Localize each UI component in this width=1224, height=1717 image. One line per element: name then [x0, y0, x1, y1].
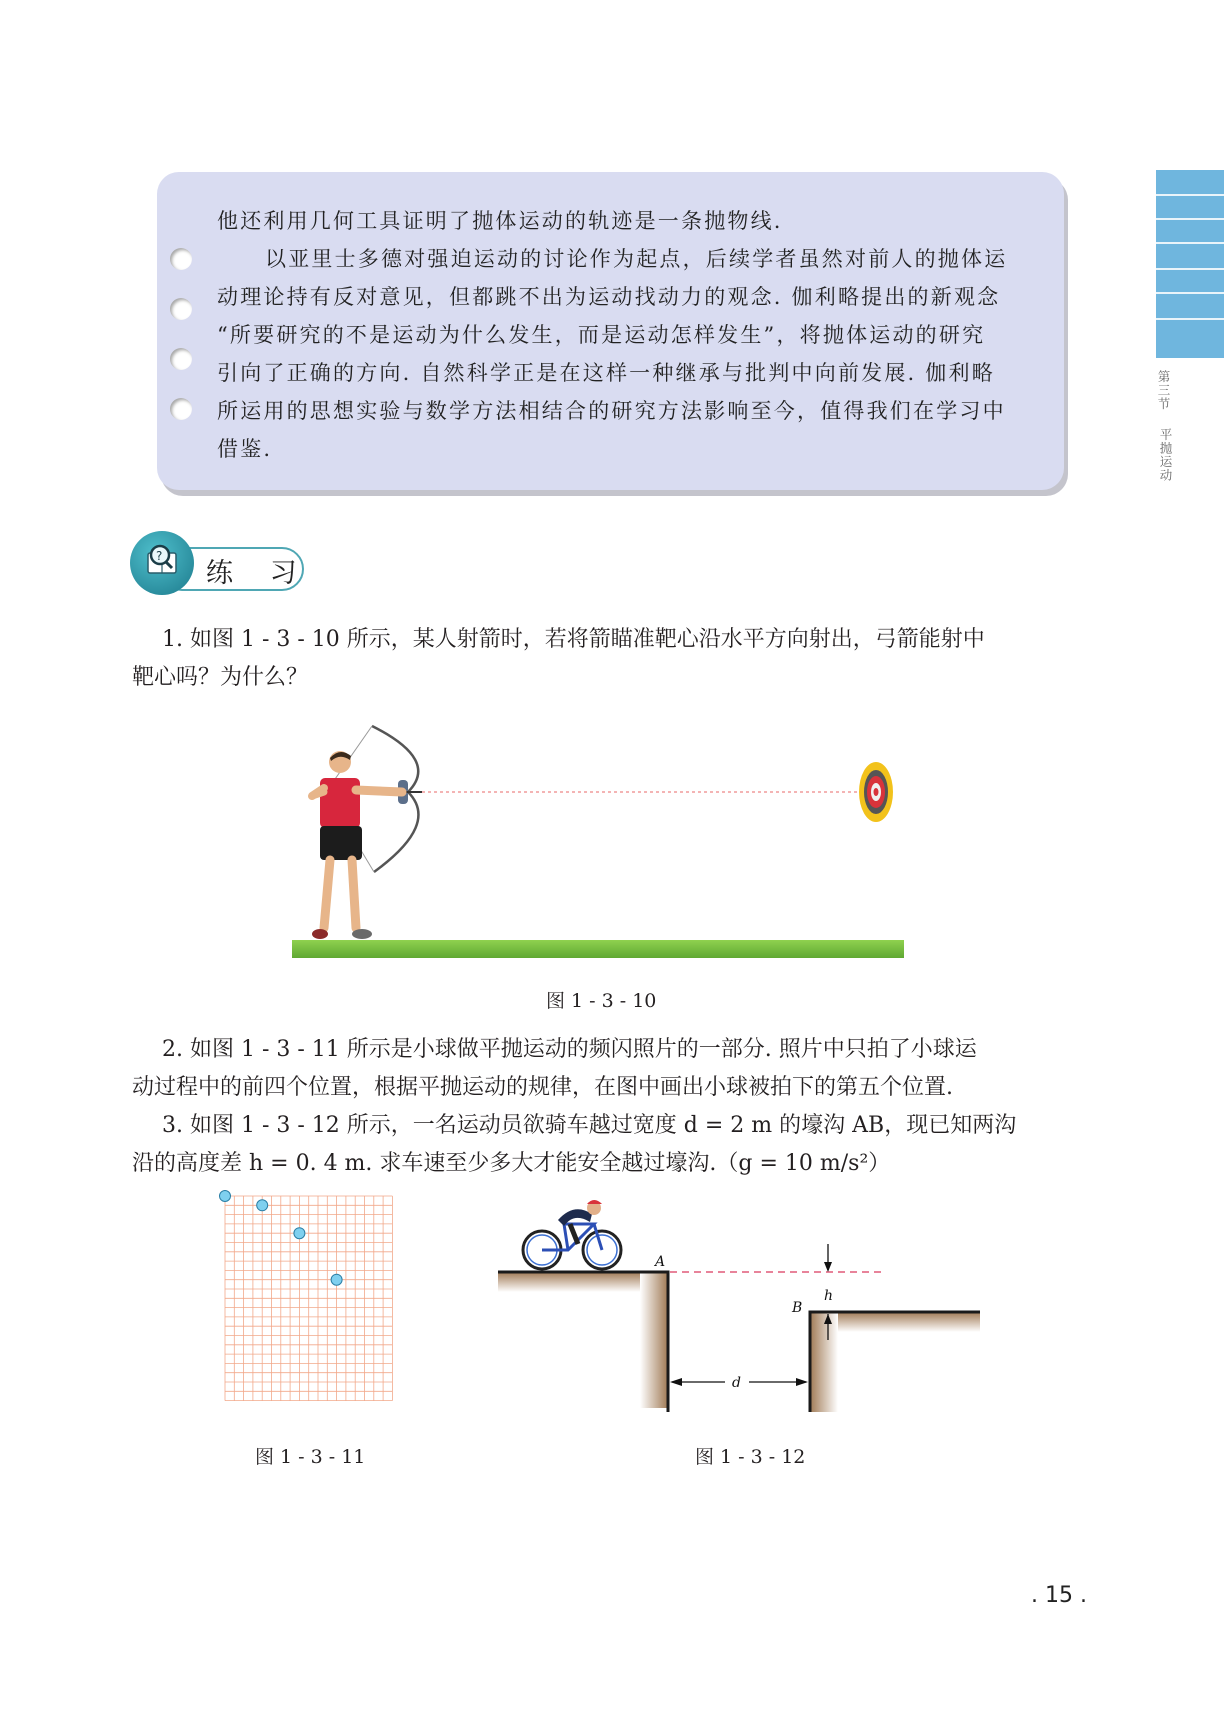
- side-tab-divider: [1156, 268, 1224, 270]
- d-arrowhead: [670, 1378, 682, 1386]
- side-tab-divider: [1156, 318, 1224, 320]
- ball-position: [257, 1200, 268, 1211]
- bow: [372, 726, 418, 872]
- figure-caption: 图 1 - 3 - 11: [255, 1446, 366, 1468]
- archer-shoe: [312, 929, 328, 939]
- reading-line: 动理论持有反对意见，但都跳不出为运动找动力的观念. 伽利略提出的新观念: [217, 285, 1001, 309]
- ball-position: [220, 1191, 231, 1202]
- label-d: d: [732, 1375, 741, 1391]
- cyclist-icon: [523, 1200, 621, 1269]
- side-tab-divider: [1156, 194, 1224, 196]
- target: [859, 762, 893, 822]
- archer-arm: [312, 792, 324, 796]
- reading-box: [157, 172, 1064, 490]
- reading-line: 借鉴.: [217, 437, 273, 461]
- d-arrowhead: [796, 1378, 808, 1386]
- exercise-3-line: 沿的高度差 h = 0. 4 m. 求车速至少多大才能安全越过壕沟.（g = 10 m/s²）: [132, 1151, 891, 1176]
- binder-hole-icon: [170, 348, 192, 370]
- figure-caption: 图 1 - 3 - 12: [695, 1446, 806, 1468]
- exercise-2-line: 动过程中的前四个位置，根据平抛运动的规律，在图中画出小球被拍下的第五个位置.: [132, 1075, 953, 1100]
- reading-line: 所运用的思想实验与数学方法相结合的研究方法影响至今，值得我们在学习中: [217, 399, 1006, 423]
- h-arrowhead: [824, 1262, 832, 1272]
- ground-grass: [292, 940, 904, 958]
- exercise-1-line: 1. 如图 1 - 3 - 10 所示，某人射箭时，若将箭瞄准靶心沿水平方向射出，弓箭能射中: [162, 627, 985, 652]
- archer-shoe: [352, 929, 372, 939]
- binder-hole-icon: [170, 298, 192, 320]
- side-tab: [1156, 170, 1224, 358]
- label-h: h: [824, 1288, 834, 1304]
- archer-shorts: [320, 826, 362, 860]
- side-topic-label: 平抛运动: [1158, 428, 1173, 482]
- reading-line: 他还利用几何工具证明了抛体运动的轨迹是一条抛物线.: [217, 209, 783, 233]
- label-b: B: [792, 1300, 803, 1316]
- side-tab-divider: [1156, 292, 1224, 294]
- exercise-2-line: 2. 如图 1 - 3 - 11 所示是小球做平抛运动的频闪照片的一部分. 照片中只拍了小球运: [162, 1037, 977, 1062]
- side-tab-divider: [1156, 218, 1224, 220]
- reading-line: “所要研究的不是运动为什么发生，而是运动怎样发生”，将抛体运动的研究: [217, 323, 986, 347]
- left-bank-wall: [640, 1272, 668, 1408]
- archer-leg: [324, 860, 330, 928]
- page-number: . 15 .: [1031, 1583, 1087, 1608]
- side-chapter-label: 第三节: [1156, 370, 1171, 411]
- magnifier-book-icon: [130, 531, 194, 595]
- ball-position: [294, 1228, 305, 1239]
- exercise-1-line: 靶心吗？为什么？: [132, 665, 309, 690]
- figure-caption: 图 1 - 3 - 10: [546, 990, 657, 1012]
- side-tab-divider: [1156, 242, 1224, 244]
- binder-hole-icon: [170, 248, 192, 270]
- figure-ditch: [490, 1186, 990, 1426]
- exercise-3-line: 3. 如图 1 - 3 - 12 所示，一名运动员欲骑车越过宽度 d = 2 m 的壕沟 AB，现已知两沟: [162, 1113, 1017, 1138]
- practice-title: 练 习: [206, 558, 311, 589]
- reading-line: 以亚里士多德对强迫运动的讨论作为起点，后续学者虽然对前人的抛体运: [265, 247, 1008, 271]
- reading-line: 引向了正确的方向. 自然科学正是在这样一种继承与批判中向前发展. 伽利略: [217, 361, 995, 385]
- ball-position: [331, 1274, 342, 1285]
- figure-strobe-grid: [216, 1186, 416, 1420]
- label-a: A: [655, 1254, 666, 1270]
- right-bank-wall: [810, 1312, 838, 1412]
- binder-hole-icon: [170, 398, 192, 420]
- figure-archery: [290, 720, 910, 970]
- practice-badge: [130, 531, 194, 595]
- svg-text:?: ?: [156, 549, 163, 563]
- archer-arm: [356, 790, 402, 792]
- archer-leg: [352, 860, 356, 928]
